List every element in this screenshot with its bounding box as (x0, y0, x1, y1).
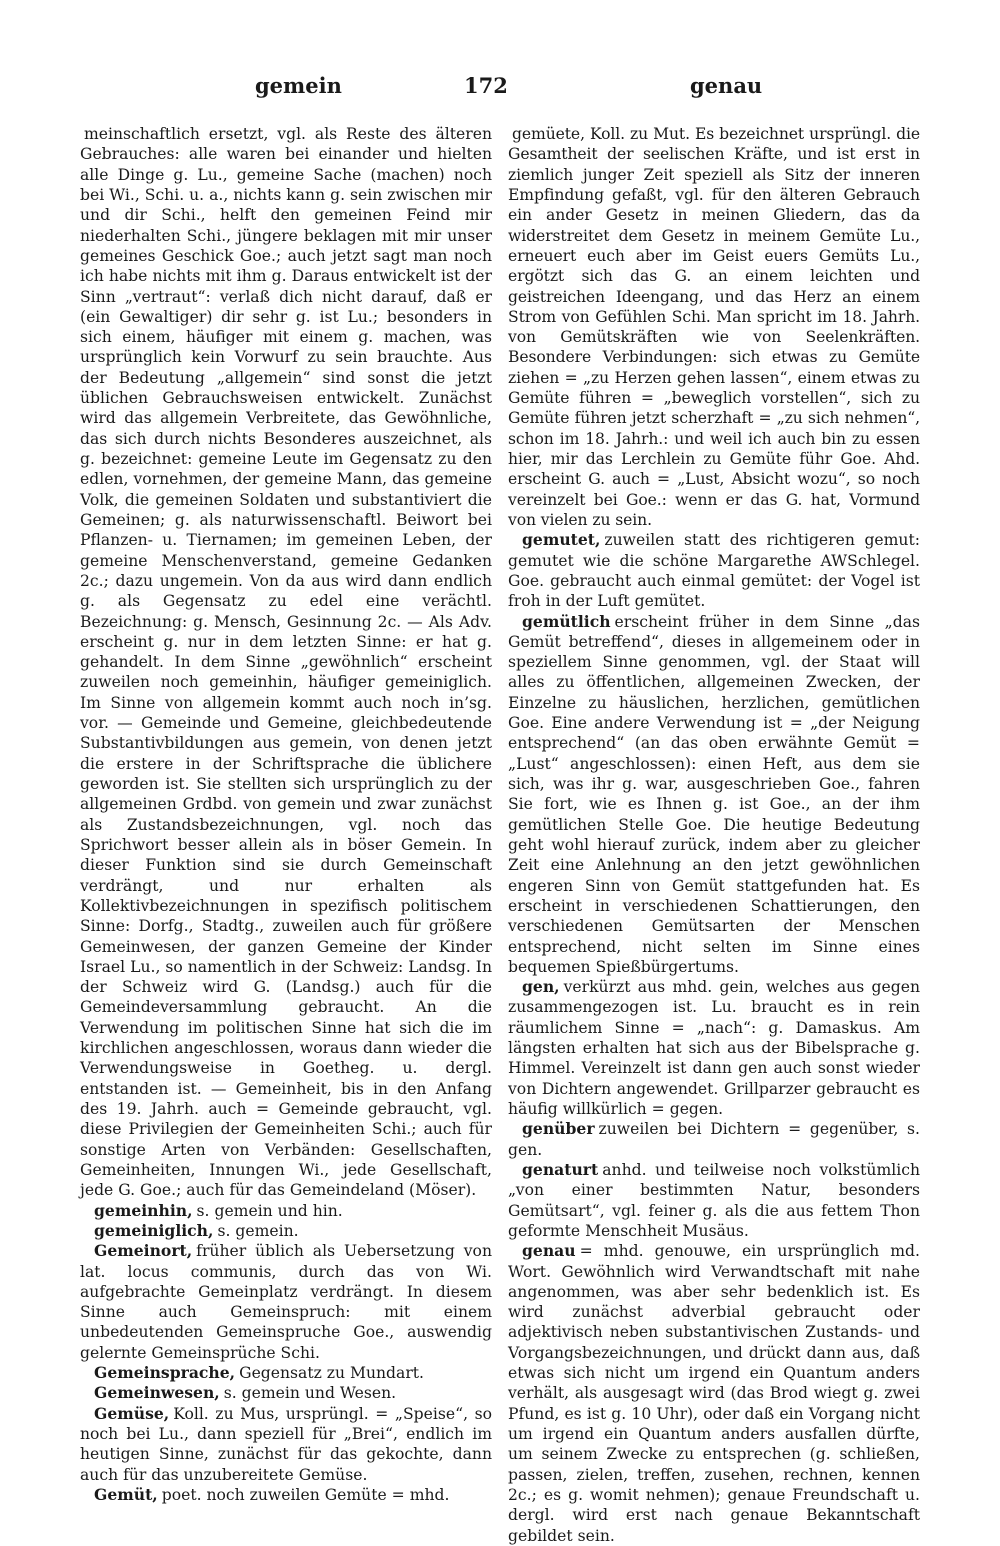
entry-text: früher üblich als Uebersetzung von lat. locus communis, durch das von Wi. aufgebrachte Gemeinplatz verdrängt. In diesem Sinne auch Gemeinspruch: mit einem unbedeutenden Gemeinspruche Goe., auswendig gelernte Gemeinsprüche Schi. (80, 1242, 492, 1362)
dictionary-entry (508, 977, 920, 1119)
entry-text: s. gemein und hin. (196, 1201, 343, 1220)
entry-text: Gegensatz zu Mundart. (239, 1364, 425, 1383)
entry-text: Koll. zu Mus, ursprüngl. = „Speise“, so noch bei Lu., dann speziell für „Brei“, endlich im heutigen Sinne, zunächst für das gekochte, dann auch für das unzubereitete Gemüse. (80, 1404, 492, 1484)
dictionary-entry (508, 124, 920, 530)
entry-headword: genaturt (522, 1159, 599, 1179)
entry-text: zuweilen bei Dichtern = gegenüber, s. gen. (508, 1120, 920, 1159)
running-headword-left: gemein (255, 73, 342, 98)
entry-text: s. gemein. (217, 1221, 299, 1240)
entry-headword: gen, (522, 977, 560, 997)
entry-headword: Gemüt, (94, 1484, 158, 1504)
entry-headword: gemütlich (522, 611, 611, 631)
dictionary-entry (80, 1241, 492, 1363)
dictionary-entry (508, 612, 920, 978)
dictionary-entry (80, 1201, 492, 1221)
dictionary-entry (80, 1485, 492, 1505)
entry-headword: genüber (522, 1119, 595, 1139)
entry-headword: gemutet, (522, 530, 601, 550)
dictionary-entry (80, 1221, 492, 1241)
dictionary-entry (80, 1383, 492, 1403)
entry-text: = mhd. genouwe, ein ursprünglich md. Wort. Gewöhnlich wird Verwandtschaft mit nahe angenommen, was aber sehr bedenklich ist. Es wird zunächst adverbial gebraucht oder adjektivisch neben substantivischen Zustands- und Vorgangsbezeichnungen, und drückt dann aus, daß etwas sich nicht um irgend ein Quantum anders verhält, als ausgesagt wird (das Brod wiegt g. zwei Pfund, es ist g. 10 Uhr), oder daß ein Vorgang nicht um irgend ein Quantum anders ausfallen dürfte, um seinem Zwecke zu entsprechen (g. schließen, passen, zielen, treffen, zusehen, rechnen, kennen 2c.; es g. womit nehmen); genaue Freundschaft u. dergl. wird erst nach genaue Bekanntschaft gebildet sein. (508, 1242, 920, 1545)
entry-text: poet. noch zuweilen Gemüte = mhd. (161, 1485, 450, 1504)
running-headword-right: genau (690, 73, 763, 98)
dictionary-entry (80, 1363, 492, 1383)
entry-text: erscheint früher in dem Sinne „das Gemüt betreffend“, dieses in allgemeinem oder in speziellem Sinne genommen, vgl. der Staat will alles zu öffentlichen, allgemeinen Zwecken, der Einzelne zu häuslichen, herzlichen, gemütlichen Goe. Eine andere Verwendung ist = „der Neigung entsprechend“ (an das oben erwähnte Gemüt = „Lust“ angeschlossen): einen Heft, aus dem sie sich, was ihr g. war, ausgeschrieben Goe., fahren Sie fort, wie es Ihnen g. ist Goe., an der ihm gemütlichen Stelle Goe. Die heutige Bedeutung geht wohl hierauf zurück, indem aber zu gleicher Zeit eine Anlehnung an den jetzt gewöhnlichen engeren Sinn von Gemüt stattgefunden hat. Es erscheint in verschiedenen Schattierungen, den verschiedenen Gemütsarten der Menschen entsprechend, nicht selten im Sinne eines bequemen Spießbürgertums. (508, 612, 920, 976)
entry-headword: Gemüse, (94, 1403, 170, 1423)
entry-text: gemüete, Koll. zu Mut. Es bezeichnet ursprüngl. die Gesamtheit der seelischen Kräfte, und ist erst in ziemlich junger Zeit speziell als Sitz der inneren Empfindung gefaßt, vgl. für den älteren Gebrauch ein ander Gesetz in meinen Gliedern, das da widerstreitet dem Gesetz in meinem Gemüte Lu., erneuert euch aber im Geist euers Gemüts Lu., ergötzt sich das G. an einem leichten und geistreichen Ideengang, und das Herz an einem Strom von Gefühlen Schi. Man spricht im 18. Jahrh. von Gemütskräften wie von Seelenkräften. Besondere Verbindungen: sich etwas zu Gemüte ziehen = „zu Herzen gehen lassen“, einem etwas zu Gemüte führen = „beweglich vorstellen“, sich zu Gemüte führen jetzt scherzhaft = „zu sich nehmen“, schon im 18. Jahrh.: und weil ich auch bin zu essen hier, mir das Lerchlein zu Gemüte führ Goe. Ahd. erscheint G. auch = „Lust, Absicht wozu“, so noch vereinzelt bei Goe.: wenn er das G. hat, Vormund von vielen zu sein. (508, 125, 920, 529)
entry-text: zuweilen statt des richtigeren gemut: gemutet wie die schöne Margarethe AWSchlegel. Goe. gebraucht auch einmal gemütet: der Vogel ist froh in der Luft gemütet. (508, 531, 920, 611)
right-column (508, 124, 920, 1545)
left-column (80, 124, 492, 1504)
page-header (80, 66, 920, 106)
entry-headword: Gemeinort, (94, 1241, 193, 1261)
entry-headword: Gemeinwesen, (94, 1383, 220, 1403)
dictionary-entry (508, 1119, 920, 1160)
dictionary-entry (508, 530, 920, 611)
entry-text: anhd. und teilweise noch volkstümlich „von einer bestimmten Natur, besonders Gemütsart“, vgl. feiner g. als die aus fettem Thon geformte Menschheit Musäus. (508, 1160, 920, 1240)
entry-headword: genau (522, 1241, 576, 1261)
entry-headword: gemeinhin, (94, 1200, 193, 1220)
entry-text: meinschaftlich ersetzt, vgl. als Reste des älteren Gebrauches: alle waren bei einander und hielten alle Dinge g. Lu., gemeine Sache (machen) noch bei Wi., Schi. u. a., nichts kann g. sein zwischen mir und dir Schi., helft den gemeinen Feind mir niederhalten Schi., jüngere beklagen mit mir unser gemeines Geschick Goe.; auch jetzt sagt man noch ich habe nichts mit ihm g. Daraus entwickelt ist der Sinn „vertraut“: verlaß dich nicht darauf, daß er (ein Gewaltiger) dir sehr g. ist Lu.; besonders in sich einem, häufiger mit einem g. machen, was ursprünglich kein Vorwurf zu sein brauchte. Aus der Bedeutung „allgemein“ sind sonst die jetzt üblichen Gebrauchsweisen entwickelt. Zunächst wird das allgemein Verbreitete, das Gewöhnliche, das sich durch nichts Besonderes auszeichnet, als g. bezeichnet: gemeine Leute im Gegensatz zu den edlen, vornehmen, der gemeine Mann, das gemeine Volk, die gemeinen Soldaten und substantiviert die Gemeinen; g. als naturwissenschaftl. Beiwort bei Pflanzen- u. Tiernamen; im gemeinen Leben, der gemeine Menschenverstand, gemeine Gedanken 2c.; dazu ungemein. Von da aus wird dann endlich g. als Gegensatz zu edel eine verächtl. Bezeichnung: g. Mensch, Gesinnung 2c. — Als Adv. erscheint g. nur in dem letzten Sinne: er hat g. gehandelt. In dem Sinne „gewöhnlich“ erscheint zuweilen noch gemeinhin, häufiger gemeiniglich. Im Sinne von allgemein kommt auch noch in’sg. vor. — Gemeinde und Gemeine, gleichbedeutende Substantivbildungen aus gemein, von denen jetzt die erstere in der Schriftsprache die üblichere geworden ist. Sie stellten sich ursprünglich zu der allgemeinen Grdbd. von gemein und zwar zunächst als Zustandsbezeichnungen, vgl. noch das Sprichwort besser allein als in böser Gemein. In dieser Funktion sind sie durch Gemeinschaft verdrängt, und nur erhalten als Kollektivbezeichnungen in spezifisch politischem Sinne: Dorfg., Stadtg., zuweilen auch für größere Gemeinwesen, der ganzen Gemeine der Kinder Israel Lu., so namentlich in der Schweiz: Landsg. In der Schweiz wird G. (Landsg.) auch für die Gemeindeversammlung gebraucht. An die Verwendung im politischen Sinne hat sich die im kirchlichen angeschlossen, woraus dann wieder die Verwendungsweise in Goetheg. u. dergl. entstanden ist. — Gemeinheit, bis in den Anfang des 19. Jahrh. auch = Gemeinde gebraucht, vgl. diese Privilegien der Gemeinheiten Schi.; auch für sonstige Arten von Verbänden: Gesellschaften, Gemeinheiten, Innungen Wi., jede Gesellschaft, jede G. Goe.; auch für das Gemeindeland (Möser). (80, 125, 492, 1200)
entry-text: s. gemein und Wesen. (223, 1384, 397, 1403)
dictionary-entry (508, 1241, 920, 1546)
entry-text: verkürzt aus mhd. gein, welches aus gegen zusammengezogen ist. Lu. braucht es in rein räumlichem Sinne = „nach“: g. Damaskus. Am längsten erhalten hat sich aus der Bibelsprache g. Himmel. Vereinzelt ist dann gen auch sonst wieder von Dichtern angewendet. Grillparzer gebraucht es häufig willkürlich = gegen. (508, 978, 920, 1118)
entry-headword: gemeiniglich, (94, 1220, 214, 1240)
dictionary-entry (80, 124, 492, 1201)
page-number: 172 (464, 73, 508, 98)
dictionary-entry (508, 1160, 920, 1241)
dictionary-entry (80, 1404, 492, 1485)
entry-headword: Gemeinsprache, (94, 1363, 236, 1383)
